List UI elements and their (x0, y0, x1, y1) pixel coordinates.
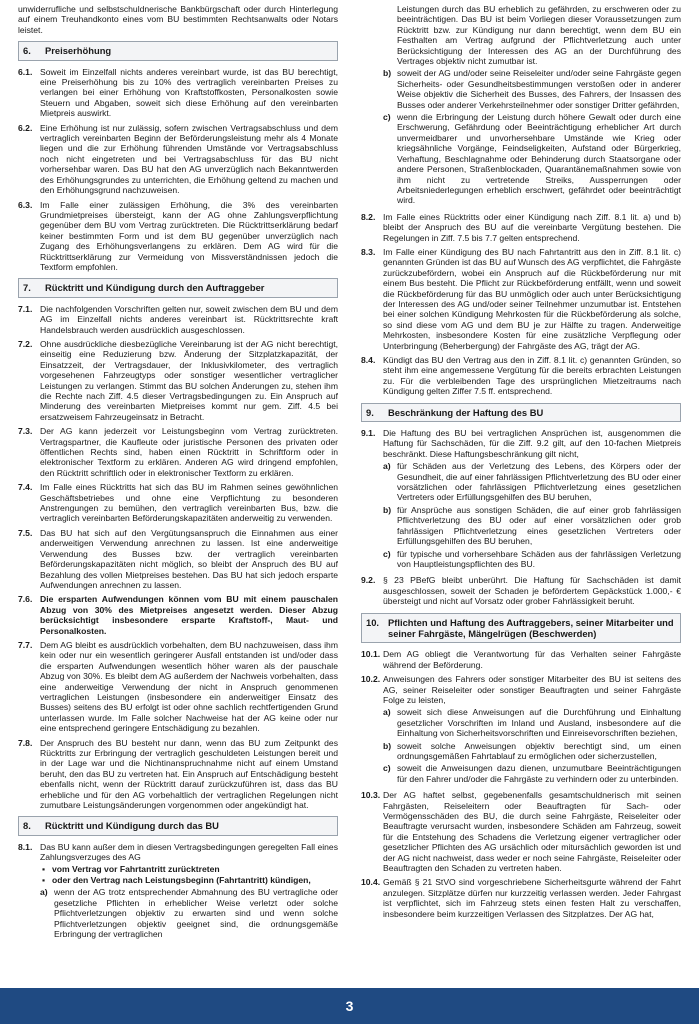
sub-clause-b (383, 741, 681, 762)
sub-text: soweit solche Anweisungen objektiv berechtigt sind, um einen ordnungsgemäßen Fahrtablauf zu ermöglichen oder sicherzustellen, (397, 740, 681, 761)
clause-text: Das BU hat sich auf den Vergütungsanspruch die Einnahmen aus einer anderweitigen Verwendung anrechnen zu lassen. Ist eine anderweitige Verwendung des Busses bzw. der vertraglich vereinbarten Beförderungskapazitäten nicht möglich, so bleibt der Anspruch des BU auf Bezahlung des vollen Mietpreises bestehen. Das BU hat sich jedoch ersparte Aufwendungen anrechnen zu lassen. (40, 527, 338, 590)
clause-text: Der AG kann jederzeit vor Leistungsbeginn vom Vertrag zurücktreten. Vertragspartner, die Kaufleute oder juristische Personen des privaten oder öffentlichen Rechts sind, haben einen Rücktritt in Schriftform oder in elektronischer Textform zu erklären. Anderen AG wird dringend empfohlen, den Rücktritt schriftlich oder in elektronischer Textform zu erklären. (40, 426, 338, 478)
section-9-heading (361, 403, 681, 422)
clause-8-2 (361, 212, 681, 243)
sub-clause-c (383, 549, 681, 570)
sub-label: c) (383, 112, 391, 123)
right-column (361, 4, 681, 984)
clause-9-1 (361, 428, 681, 571)
bullet-text: oder den Vertrag nach Leistungsbeginn (Fahrtantritt) kündigen, (52, 875, 311, 886)
sub-text: wenn die Erbringung der Leistung durch höhere Gewalt oder durch eine Erschwerung, Gefährdung oder Beeinträchtigung erheblicher Art durch unvermeidbarer und unvorhersehbare Umstände wie Krieg oder kriegsähnliche Vorgänge, Feindseligkeiten, Aufstand oder Bürgerkrieg, Verhaftung, Beschlagnahme oder Behinderung durch Staatsorgane oder andere Personen, Straßenblockaden, Quarantänemaßnahmen sowie von ihm nicht zu vertretende Streiks, Aussperrungen oder Arbeitsniederlegungen erheblich erschwert, gefährdet oder beeinträchtigt wird. (397, 112, 681, 206)
section-number: 7. (23, 282, 31, 294)
sub-label: c) (383, 548, 391, 559)
clause-6-3 (18, 200, 338, 273)
sub-text: soweit der AG und/oder seine Reiseleiter und/oder seine Fahrgäste gegen Sicherheits- oder Gesundheitsbestimmungen verstoßen oder in anderer Weise objektiv die Sicherheit des Busses, des Fahrers, der Insassen des Busses oder anderer Verkehrsteilnehmer oder sonstiger Dritter gefährden, (397, 68, 681, 110)
clause-text: Die nachfolgenden Vorschriften gelten nur, soweit zwischen dem BU und dem AG im Einzelfall nichts anderes vereinbart ist. Rücktrittsrechte kraft Handelsbrauch werden ausdrücklich ausgeschlossen. (40, 303, 338, 335)
section-title: Pflichten und Haftung des Auftraggebers, seiner Mitarbeiter und seiner Fahrgäste, Mängelrügen (Beschwerden) (388, 616, 674, 639)
left-column (18, 4, 338, 1006)
sub-clause-a (40, 887, 338, 939)
clause-text: Soweit im Einzelfall nichts anderes vereinbart wurde, ist das BU berechtigt, eine Preiserhöhung bis zu 10% des vertraglich vereinbarten Preises zu verlangen bei einer Erhöhung von Kraftstoffkosten, Personalkosten sowie Steuern und Abgaben, soweit sich diese Erhöhung auf den vereinbarten Mietpreis auswirkt. (40, 66, 338, 119)
clause-number: 7.8. (18, 737, 33, 748)
sub-label: a) (383, 707, 391, 718)
clause-10-4 (361, 877, 681, 919)
clause-number: 7.5. (18, 527, 33, 538)
sub-clause-c (383, 112, 681, 206)
sub-label: b) (383, 740, 392, 751)
clause-body (383, 428, 681, 571)
clause-7-8 (18, 738, 338, 811)
sub-label: a) (40, 887, 48, 898)
clause-body (40, 842, 338, 942)
clause-text: Der AG haftet selbst, gegebenenfalls gesamtschuldnerisch mit seinen Fahrgästen, Reiseleitern oder Beauftragten für Sach- oder Vermögensschäden des BU, die durch seine Fahrgäste, Reiseleiter oder Beauftragte verursacht wurden, insbesondere Schäden am Fahrzeug, soweit für die Entstehung des Schadens die Verletzung eigener vertraglicher oder gesetzlicher Pflichten des AG ursächlich oder mitursächlich geworden ist und der AG nicht nachweist, dass weder er noch seine Fahrgäste, Reiseleiter oder Beauftragten den Schaden zu vertreten haben. (383, 790, 681, 874)
section-8-heading (18, 816, 338, 835)
clause-7-5 (18, 528, 338, 590)
clause-number: 10.3. (361, 790, 381, 801)
section-number: 8. (23, 820, 31, 832)
clause-number: 6.3. (18, 199, 33, 210)
clause-7-2 (18, 339, 338, 422)
clause-text: Anweisungen des Fahrers oder sonstiger Mitarbeiter des BU ist seitens des AG, seiner Reiseleiter oder sonstiger Beauftragten und seiner Fahrgäste Folge zu leisten, (383, 674, 681, 705)
bullet-item (40, 864, 338, 874)
clause-number: 7.6. (18, 594, 33, 605)
section-number: 10. (366, 616, 380, 628)
section-6-heading (18, 41, 338, 60)
clause-7-7 (18, 640, 338, 734)
clause-8-3 (361, 247, 681, 351)
clause-text: Eine Erhöhung ist nur zulässig, sofern zwischen Vertragsabschluss und dem vertraglich vereinbarten Beginn der Beförderungsleistung mehr als 4 Monate liegen und die zur Erhöhung führenden Umstände vor Vertragsabschluss noch nicht eingetreten und bei Vertragsabschluss für das BU nicht vorhersehbar waren. Das BU hat den AG unverzüglich nach Bekanntwerden des Erhöhungsgrundes zu unterrichten, die Erhöhung geltend zu machen und den Erhöhungsgrund nachzuweisen. (40, 122, 338, 196)
clause-number: 7.1. (18, 303, 33, 314)
clause-number: 9.2. (361, 575, 376, 586)
sub-text: soweit sich diese Anweisungen auf die Durchführung und Einhaltung gesetzlicher Vorschriften im Inland und Ausland, insbesondere auf die Einhaltung von Sicherheitsvorschriften und Einreisevorschriften beziehen, (397, 707, 681, 739)
section-title: Preiserhöhung (45, 45, 112, 57)
clause-number: 7.7. (18, 639, 33, 650)
sub-label: b) (383, 504, 392, 515)
clause-number: 10.2. (361, 674, 381, 685)
section-number: 9. (366, 406, 374, 418)
sub-label: b) (383, 68, 392, 79)
clause-text: Der Anspruch des BU besteht nur dann, wenn das BU zum Zeitpunkt des Rücktritts zur Erbringung der vertraglich geschuldeten Leistungen bereit und in der Lage war und die Nichtinanspruchnahme nicht auf einem Umstand beruht, den das BU zu vertreten hat. Ein Anspruch auf Entschädigung besteht ebenfalls nicht, wenn der Rücktritt darauf zurückzuführen ist, dass das BU erhebliche und für den AG vorbehaltlich der vertraglichen Regelungen nicht zumutbare Leistungsänderungen vorgenommen oder angekündigt hat. (40, 737, 338, 811)
clause-text: Im Falle eines Rücktritts oder einer Kündigung nach Ziff. 8.1 lit. a) und b) bleibt der Anspruch des BU auf die vereinbarte Vergütung bestehen. Die Regelungen in Ziff. 7.5 bis 7.7 gelten entsprechend. (383, 211, 681, 243)
clause-number: 9.1. (361, 428, 376, 439)
sub-clause-b (383, 68, 681, 110)
section-number: 6. (23, 45, 31, 57)
clause-body (383, 4, 681, 208)
bullet-icon: ▪ (42, 875, 46, 886)
clause-number: 7.4. (18, 482, 33, 493)
clause-body (383, 674, 681, 786)
bullet-item (40, 875, 338, 885)
clause-text: Gemäß § 21 StVO sind vorgeschriebene Sicherheitsgurte während der Fahrt anzulegen. Sitzplätze dürfen nur kurzzeitig verlassen werden. Jeder Fahrgast ist verpflichtet, sich im Fahrzeug stets einen festen Halt zu verschaffen, insbesondere beim kurzzeitigen Verlassen des Sitzplatzes. Der AG hat, (383, 877, 681, 919)
clause-text: Das BU kann außer dem in diesen Vertragsbedingungen geregelten Fall eines Zahlungsverzuges des AG (40, 841, 338, 863)
section-10-heading (361, 613, 681, 644)
sub-text: wenn der AG trotz entsprechender Abmahnung des BU vertragliche oder gesetzliche Pflichten in erheblicher Weise verletzt oder solche Pflichtverletzungen objektiv zu erwarten sind und wenn solche Pflichtverletzungen objektiv geeignet sind, die ordnungsgemäße Erbringung der vertraglichen (54, 887, 338, 940)
section-7-heading (18, 278, 338, 297)
clause-7-1 (18, 304, 338, 335)
clause-number: 7.2. (18, 338, 33, 349)
clause-10-3 (361, 790, 681, 873)
page-number: 3 (345, 998, 354, 1014)
sub-clause-c (383, 763, 681, 784)
clause-text: Dem AG bleibt es ausdrücklich vorbehalten, dem BU nachzuweisen, dass ihm kein oder nur ein wesentlich geringerer Ausfall entstanden ist und/oder dass die ersparten Aufwendungen wesentlich höher waren als der pauschale Abzug von 30%. Es bleibt dem AG außerdem der Nachweis vorbehalten, dass eine anderweitige Verwendung der nicht in Anspruch genommenen vertraglichen Leistungen (insbesondere ein anderweitiger Einsatz des Busses) seitens des BU erfolgt ist oder ohne sachlich rechtfertigenden Grund unterlassen wurde. Im Falle solcher Nachweise hat der AG keine oder nur eine entsprechend geringere Entschädigung zu bezahlen. (40, 639, 338, 734)
clause-text: Im Falle einer zulässigen Erhöhung, die 3% des vereinbarten Grundmietpreises übersteigt, kann der AG ohne Zahlungsverpflichtung gegenüber dem BU vom Vertrag zurücktreten. Die Rücktrittserklärung bedarf keiner bestimmten Form und ist dem BU gegenüber unverzüglich nach Zugang des Erhöhungsverlangens zu erklären. Dem AG wird für die Rücktrittserklärung zur Vermeidung von Missverständnissen jedoch die Textform empfohlen. (40, 199, 338, 272)
section-title: Rücktritt und Kündigung durch den Auftraggeber (45, 282, 265, 294)
clause-6-2 (18, 123, 338, 196)
clause-text: Dem AG obliegt die Verantwortung für das Verhalten seiner Fahrgäste während der Beförderung. (383, 649, 681, 670)
clause-7-3 (18, 426, 338, 478)
page-footer (0, 988, 699, 1024)
clause-number: 8.2. (361, 211, 376, 222)
sub-text: für typische und vorhersehbare Schäden aus der fahrlässigen Verletzung von Hauptleistungspflichten des BU. (397, 548, 681, 569)
clause-text: Im Falle einer Kündigung des BU nach Fahrtantritt aus den in Ziff. 8.1 lit. c) genannten Gründen ist das BU auf Wunsch des AG verpflichtet, die Fahrgäste zurückzubefördern, wobei ein Anspruch auf die Rückbeförderung nur mit einem Bus besteht. Die Pflicht zur Rückbeförderung entfällt, wenn und soweit die Rückbeförderung für das BU unmöglich oder auch unter Berücksichtigung der Interessen des AG und/oder seiner Teilnehmer unzumutbar ist. Entstehen bei einer solchen Kündigung Mehrkosten für die Rückbeförderung als solche, so sind diese vom AG und dem BU je zur Hälfte zu tragen. Anderweitige Mehrkosten, insbesondere Kosten für eine zusätzliche Verpflegung oder Unterbringung (Beherbergung) der Fahrgäste des AG, trägt der AG. (383, 246, 681, 351)
clause-number: 8.4. (361, 355, 376, 365)
clause-text: § 23 PBefG bleibt unberührt. Die Haftung für Sachschäden ist damit ausgeschlossen, soweit der Schaden je befördertem Gepäckstück 1.000,- € übersteigt und nicht auf Vorsatz oder grober Fahrlässigkeit beruht. (383, 575, 681, 607)
clause-7-4 (18, 482, 338, 524)
clause-text: Im Falle eines Rücktritts hat sich das BU im Rahmen seines gewöhnlichen Geschäftsbetriebes und ohne eine Verpflichtung zu besonderen Anstrengungen zu bemühen, den vertraglich vereinbarten Bus, bzw. die vertraglich vereinbarten Beförderungskapazitäten anderweitig zu verwenden. (40, 482, 338, 524)
clause-number: 6.1. (18, 66, 33, 77)
clause-8-1 (18, 842, 338, 942)
clause-text: Die Haftung des BU bei vertraglichen Ansprüchen ist, ausgenommen die Haftung für Sachschäden, für die Ziff. 9.2 gilt, auf den 10-fachen Mietpreis beschränkt. Diese Haftungsbeschränkung gilt nicht, (383, 428, 681, 459)
clause-number: 8.3. (361, 246, 376, 257)
sub-clause-b (383, 505, 681, 547)
bullet-icon: ▪ (42, 863, 46, 874)
clause-text: Kündigt das BU den Vertrag aus den in Ziff. 8.1 lit. c) genannten Gründen, so steht ihm eine angemessene Vergütung für die bereits erbrachten Leistungen zu. Für die verbleibenden Tage des ursprünglichen Mietzeitraums nach Kündigung gelten Ziffer 7.5 ff. entsprechend. (383, 355, 681, 397)
clause-number: 10.4. (361, 877, 381, 888)
clause-text: Ohne ausdrückliche diesbezügliche Vereinbarung ist der AG nicht berechtigt, einseitig eine Reduzierung bzw. Änderung der Sitzplatzkapazität, der Einsatzzeit, der Vertragsdauer, der Inklusivkilometer, des vertraglich vorgesehenen Fahrzeugtyps oder sonstiger wesentlicher vertraglicher Leistungen zu verlangen. Stimmt das BU solchen Änderungen zu, stehen ihm die Rechte nach Ziff. 4.5 dieser Vertragsbedingungen zu. Ein Anspruch auf Minderung des vereinbarten Mietpreises kommt nur gem. Ziff. 4.5 bei ersatzweisem Fahrzeugeinsatz in Betracht. (40, 338, 338, 422)
clause-9-2 (361, 575, 681, 606)
sub-clause-a (383, 461, 681, 503)
clause-8-1-continued (361, 4, 681, 208)
sub-text: für Schäden aus der Verletzung des Lebens, des Körpers oder der Gesundheit, die auf einer fahrlässigen Pflichtverletzung des BU oder einer vorsätzlichen oder fahrlässigen Pflichtverletzung eines gesetzlichen Vertreters oder Erfüllungsgehilfen des BU beruhen, (397, 461, 681, 503)
section-title: Rücktritt und Kündigung durch das BU (45, 820, 219, 832)
clause-text: Die ersparten Aufwendungen können vom BU mit einem pauschalen Abzug von 30% des Mietpreises angesetzt werden. Dieser Abzug berücksichtigt insbesondere ersparte Kraftstoff-, Maut- und Personalkosten. (40, 594, 338, 636)
clause-number: 7.3. (18, 426, 33, 437)
sub-label: a) (383, 461, 391, 472)
sub-text: für Ansprüche aus sonstigen Schäden, die auf einer grob fahrlässigen Pflichtverletzung des BU oder auf einer vorsätzlichen oder grob fahrlässigen Pflichtverletzung eines gesetzlichen Vertreters oder Erfüllungsgehilfen des BU beruhen, (397, 504, 681, 547)
intro-paragraph: unwiderrufliche und selbstschuldnerische Bankbürgschaft oder durch Hinterlegung auf einem Treuhandkonto eines vom BU bestimmten Rechtsanwalts oder Notars leistet. (18, 4, 338, 35)
clause-number: 6.2. (18, 122, 33, 133)
sub-clause-a (383, 707, 681, 738)
sub-clause-a-continued (383, 4, 681, 66)
clause-6-1 (18, 67, 338, 119)
clause-8-4 (361, 355, 681, 397)
section-title: Beschränkung der Haftung des BU (388, 406, 544, 418)
bullet-text: vom Vertrag vor Fahrtantritt zurücktreten (52, 863, 220, 874)
sub-text: Leistungen durch das BU erheblich zu gefährden, zu erschweren oder zu beeinträchtigen. Das BU ist beim Vorliegen dieser Voraussetzungen zum Rücktritt bzw. zur Kündigung nur dann berechtigt, wenn dem BU ein Festhalten am Vertrag aufgrund der Pflichtverletzung auch unter Berücksichtigung der Interessen des AG an der Durchführung des Vertrages objektiv nicht zumutbar ist. (397, 4, 681, 67)
clause-7-6 (18, 594, 338, 636)
clause-10-2 (361, 674, 681, 786)
clause-10-1 (361, 649, 681, 670)
clause-number: 8.1. (18, 841, 33, 852)
sub-label: c) (383, 763, 391, 774)
clause-number: 10.1. (361, 649, 381, 660)
sub-text: soweit die Anweisungen dazu dienen, unzumutbare Beeinträchtigungen für den Fahrer und/oder die Fahrgäste zu verhindern oder zu unterbinden. (397, 763, 681, 784)
